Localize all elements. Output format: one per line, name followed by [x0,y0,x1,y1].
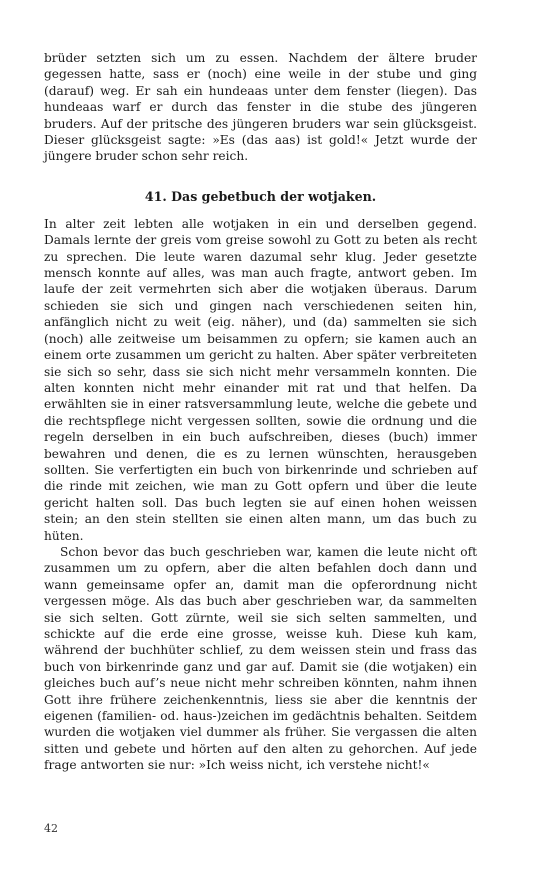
section-title: 41. Das gebetbuch der wotjaken. [144,188,377,204]
book-page [44,50,477,774]
paragraph-1: In alter zeit lebten alle wotjaken in ein und derselben gegend. Damals lernte der greis vom greise sowohl zu Gott zu beten als recht zu sprechen. Die leute waren dazumal sehr klug. Jeder gesetzte mensch konnte auf alles, was man auch fragte, antwort geben. Im laufe der zeit vermehrten sich aber die wotjaken überaus. Darum schieden sie sich und gingen nach verschiedenen seiten hin, anfänglich nicht zu weit (eig. näher), und (da) sammelten sie sich (noch) alle zeitweise um beisammen zu opfern; sie kamen auch an einem orte zusammen um gericht zu halten. Aber später verbreiteten sie sich so sehr, dass sie sich nicht mehr versammeln konnten. Die alten konnten nicht mehr einander mit rat und that helfen. Da erwählten sie in einer ratsversammlung leute, welche die gebete und die rechtspflege nicht vergessen sollten, sowie die ordnung und die regeln derselben in ein buch aufschreiben, dieses (buch) immer bewahren und denen, die es zu lernen wünschten, herausgeben sollten. Sie verfertigten ein buch von birkenrinde und schrieben auf die rinde mit zeichen, wie man zu Gott opfern und über die leute gericht halten soll. Das buch legten sie auf einen hohen weissen stein; an den stein stellten sie einen alten mann, um das buch zu hüten. [44,216,477,543]
paragraph-2: Schon bevor das buch geschrieben war, kamen die leute nicht oft zusammen um zu opfern, aber die alten befahlen doch dann und wann gemeinsame opfer an, damit man die opferordnung nicht vergessen möge. Als das buch aber geschrieben war, da sammelten sie sich selten. Gott zürnte, weil sie sich selten sammelten, und schickte auf die erde eine grosse, weisse kuh. Diese kuh kam, während der buchhüter schlief, zu dem weissen stein und frass das buch von birkenrinde ganz und gar auf. Damit sie (die wotjaken) ein gleiches buch auf’s neue nicht mehr schreiben könnten, nahm ihnen Gott ihre frühere zeichenkenntnis, liess sie aber die kenntnis der eigenen (familien- od. haus-)zeichen im gedächtnis behalten. Seitdem wurden die wotjaken viel dummer als früher. Sie vergassen die alten sitten und gebete und hörten auf den alten zu gehorchen. Auf jede frage antworten sie nur: »Ich weiss nicht, ich verstehe nicht!« [44,544,477,773]
paragraph-continued: brüder setzten sich um zu essen. Nachdem der ältere bruder gegessen hatte, sass er (noch) eine weile in der stube und ging (darauf) weg. Er sah ein hundeaas unter dem fenster (liegen). Das hundeaas warf er durch das fenster in die stube des jüngeren bruders. Auf der pritsche des jüngeren bruders war sein glücksgeist. Dieser glücksgeist sagte: »Es (das aas) ist gold!« Jetzt wurde der jüngere bruder schon sehr reich. [44,51,477,164]
page-number: 42 [44,822,58,835]
